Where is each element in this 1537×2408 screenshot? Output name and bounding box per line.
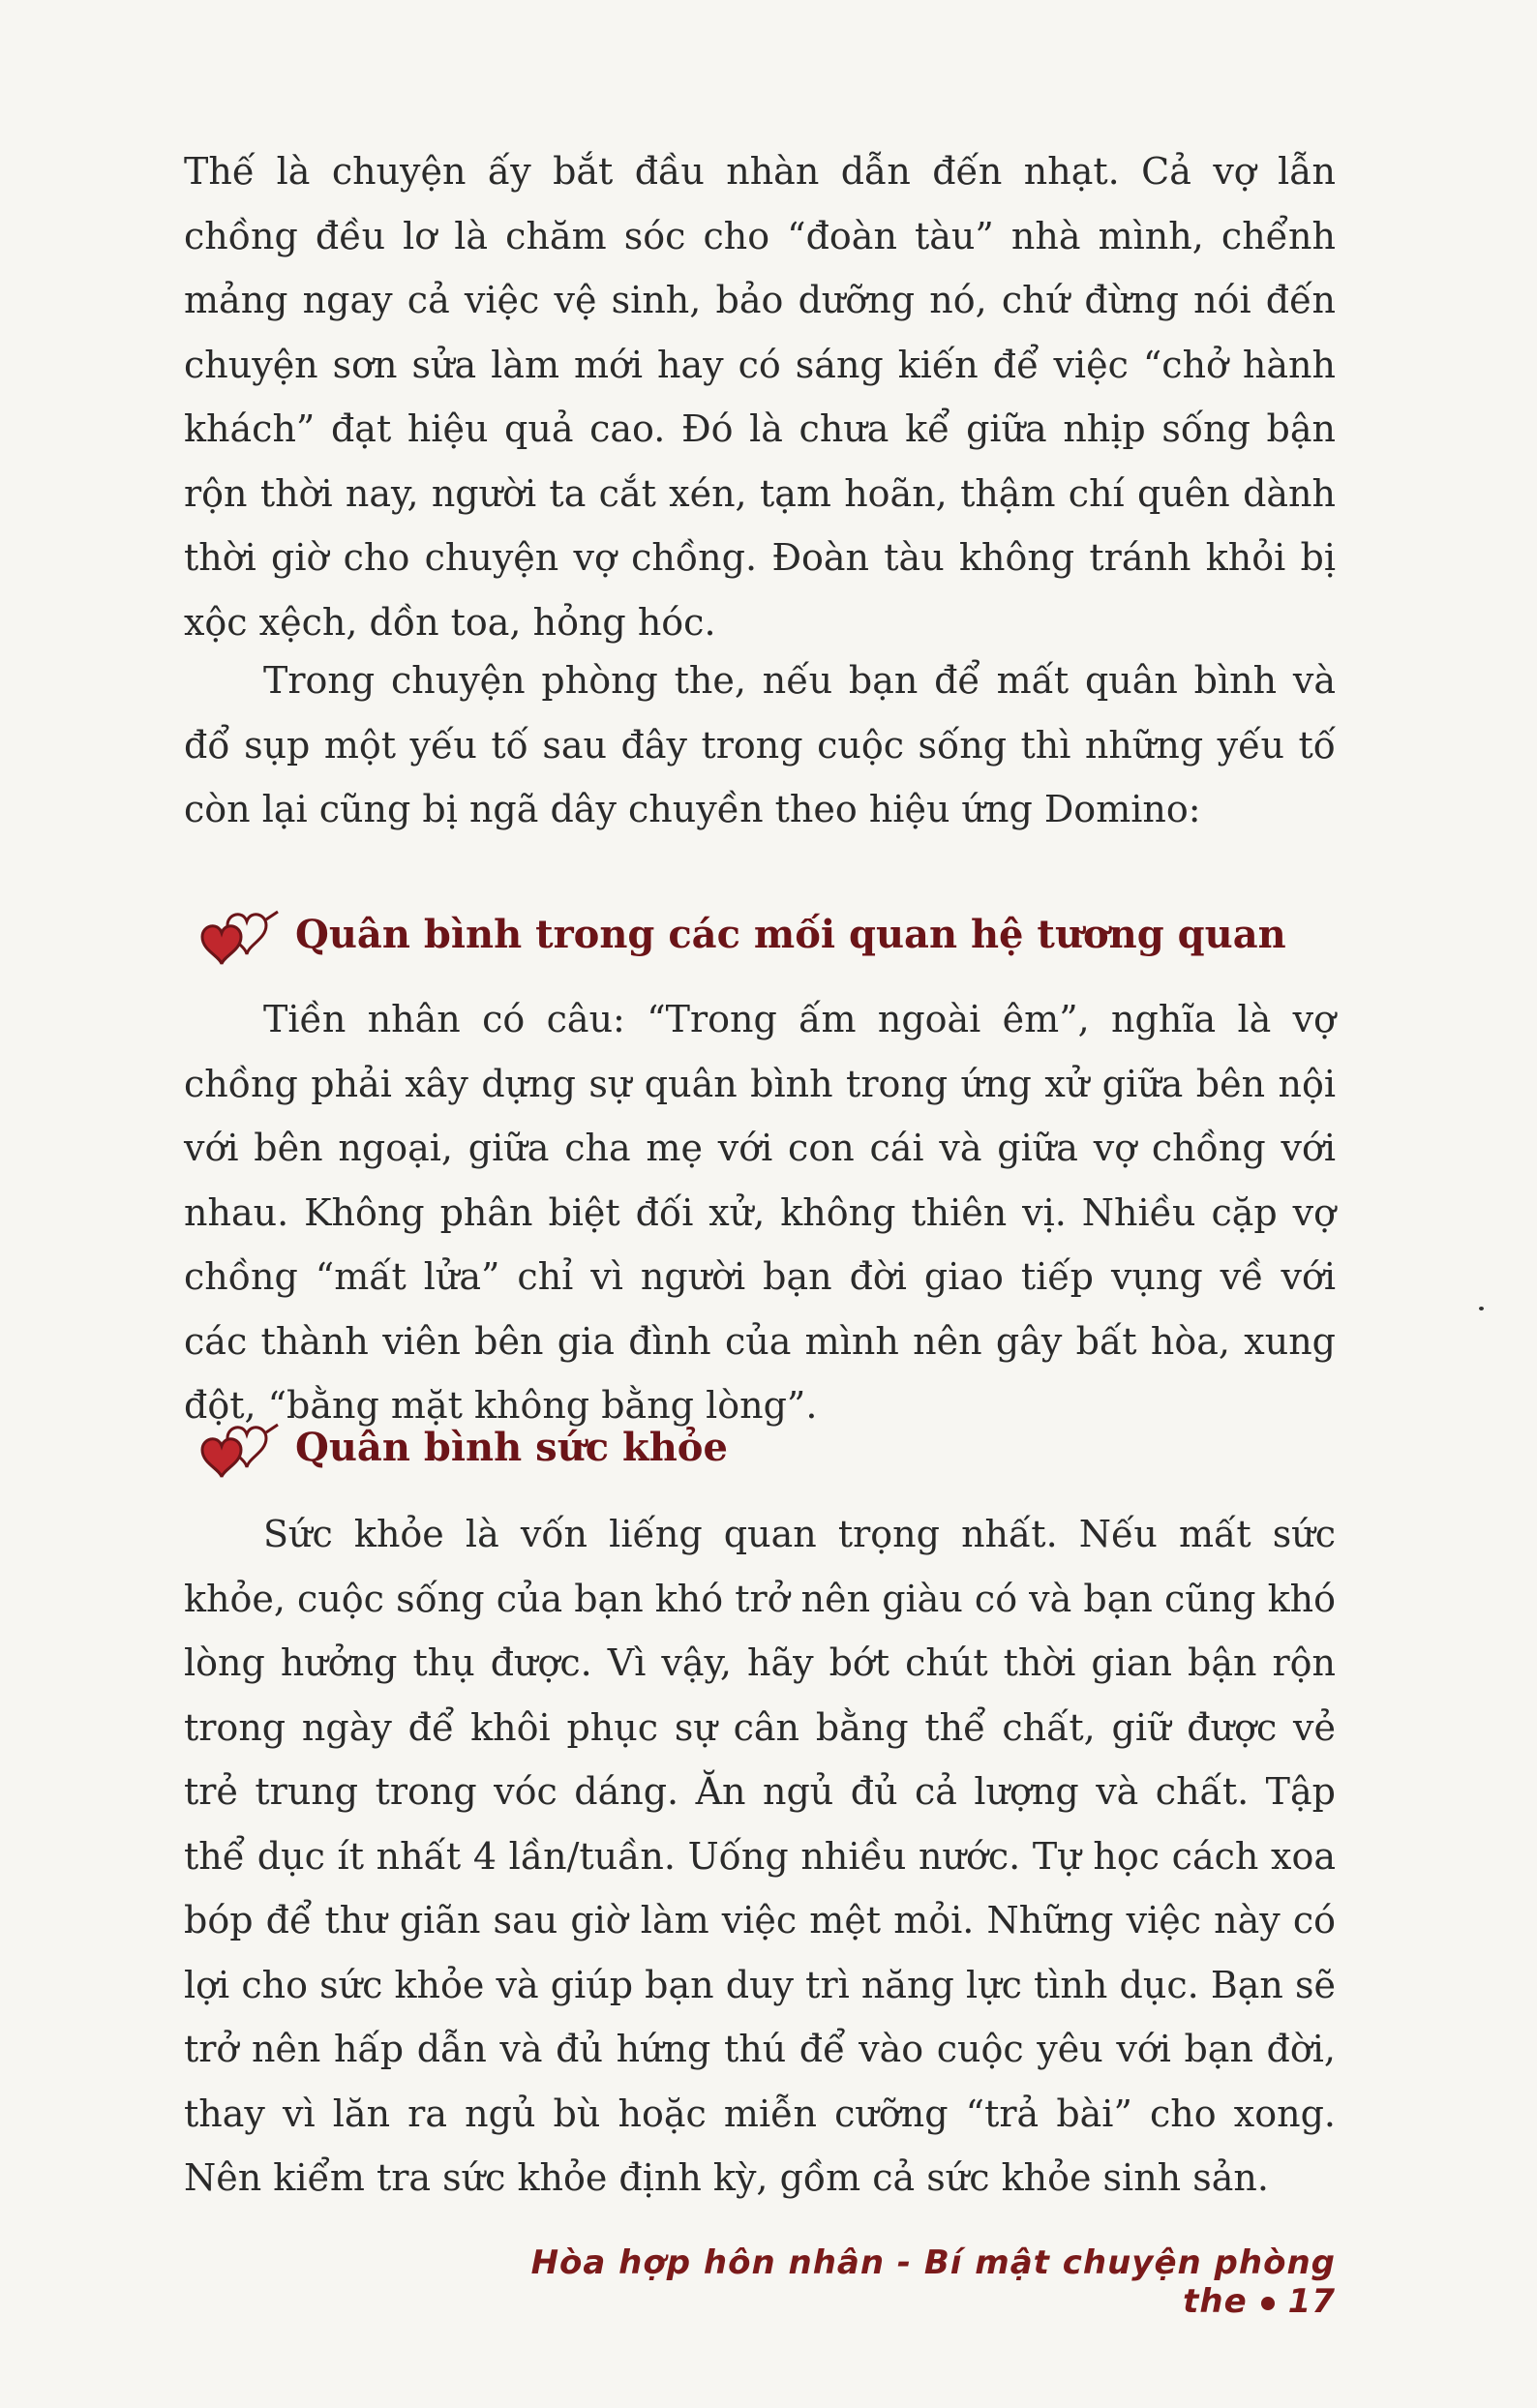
double-heart-icon <box>198 1413 282 1481</box>
running-footer <box>455 2243 1336 2321</box>
section-heading-text: Quân bình sức khỏe <box>295 1424 728 1470</box>
footer-book-title: Hòa hợp hôn nhân - Bí mật chuyện phòng the <box>530 2243 1336 2321</box>
paragraph-text: Trong chuyện phòng the, nếu bạn để mất quân bình và đổ sụp một yếu tố sau đây trong cuộc sống thì những yếu tố còn lại cũng bị ngã dây chuyền theo hiệu ứng Domino: <box>184 659 1336 830</box>
paragraph-text: Tiền nhân có câu: “Trong ấm ngoài êm”, nghĩa là vợ chồng phải xây dựng sự quân bình trong ứng xử giữa bên nội với bên ngoại, giữa cha mẹ với con cái và giữa vợ chồng với nhau. Không phân biệt đối xử, không thiên vị. Nhiều cặp vợ chồng “mất lửa” chỉ vì người bạn đời giao tiếp vụng về với các thành viên bên gia đình của mình nên gây bất hòa, xung đột, “bằng mặt không bằng lòng”. <box>184 998 1336 1427</box>
double-heart-icon <box>198 900 282 968</box>
paragraph-relationships <box>184 987 1336 1438</box>
section-heading-health <box>198 1408 728 1486</box>
paper-speck <box>1479 1307 1484 1310</box>
paragraph-domino <box>184 648 1336 842</box>
section-heading-relationships <box>198 895 1286 973</box>
section-heading-text: Quân bình trong các mối quan hệ tương quan <box>295 911 1286 957</box>
paragraph-text: Thế là chuyện ấy bắt đầu nhàn dẫn đến nhạt. Cả vợ lẫn chồng đều lơ là chăm sóc cho “đoàn tàu” nhà mình, chểnh mảng ngay cả việc vệ sinh, bảo dưỡng nó, chứ đừng nói đến chuyện sơn sửa làm mới hay có sáng kiến để việc “chở hành khách” đạt hiệu quả cao. Đó là chưa kể giữa nhịp sống bận rộn thời nay, người ta cắt xén, tạm hoãn, thậm chí quên dành thời giờ cho chuyện vợ chồng. Đoàn tàu không tránh khỏi bị xộc xệch, dồn toa, hỏng hóc. <box>184 150 1336 644</box>
paragraph-intro <box>184 139 1336 654</box>
page-number: 17 <box>1287 2282 1336 2321</box>
bullet-dot-icon <box>1261 2297 1275 2310</box>
paragraph-health <box>184 1502 1336 2211</box>
paragraph-text: Sức khỏe là vốn liếng quan trọng nhất. Nếu mất sức khỏe, cuộc sống của bạn khó trở nên giàu có và bạn cũng khó lòng hưởng thụ được. Vì vậy, hãy bớt chút thời gian bận rộn trong ngày để khôi phục sự cân bằng thể chất, giữ được vẻ trẻ trung trong vóc dáng. Ăn ngủ đủ cả lượng và chất. Tập thể dục ít nhất 4 lần/tuần. Uống nhiều nước. Tự học cách xoa bóp để thư giãn sau giờ làm việc mệt mỏi. Những việc này có lợi cho sức khỏe và giúp bạn duy trì năng lực tình dục. Bạn sẽ trở nên hấp dẫn và đủ hứng thú để vào cuộc yêu với bạn đời, thay vì lăn ra ngủ bù hoặc miễn cưỡng “trả bài” cho xong. Nên kiểm tra sức khỏe định kỳ, gồm cả sức khỏe sinh sản. <box>184 1513 1336 2199</box>
